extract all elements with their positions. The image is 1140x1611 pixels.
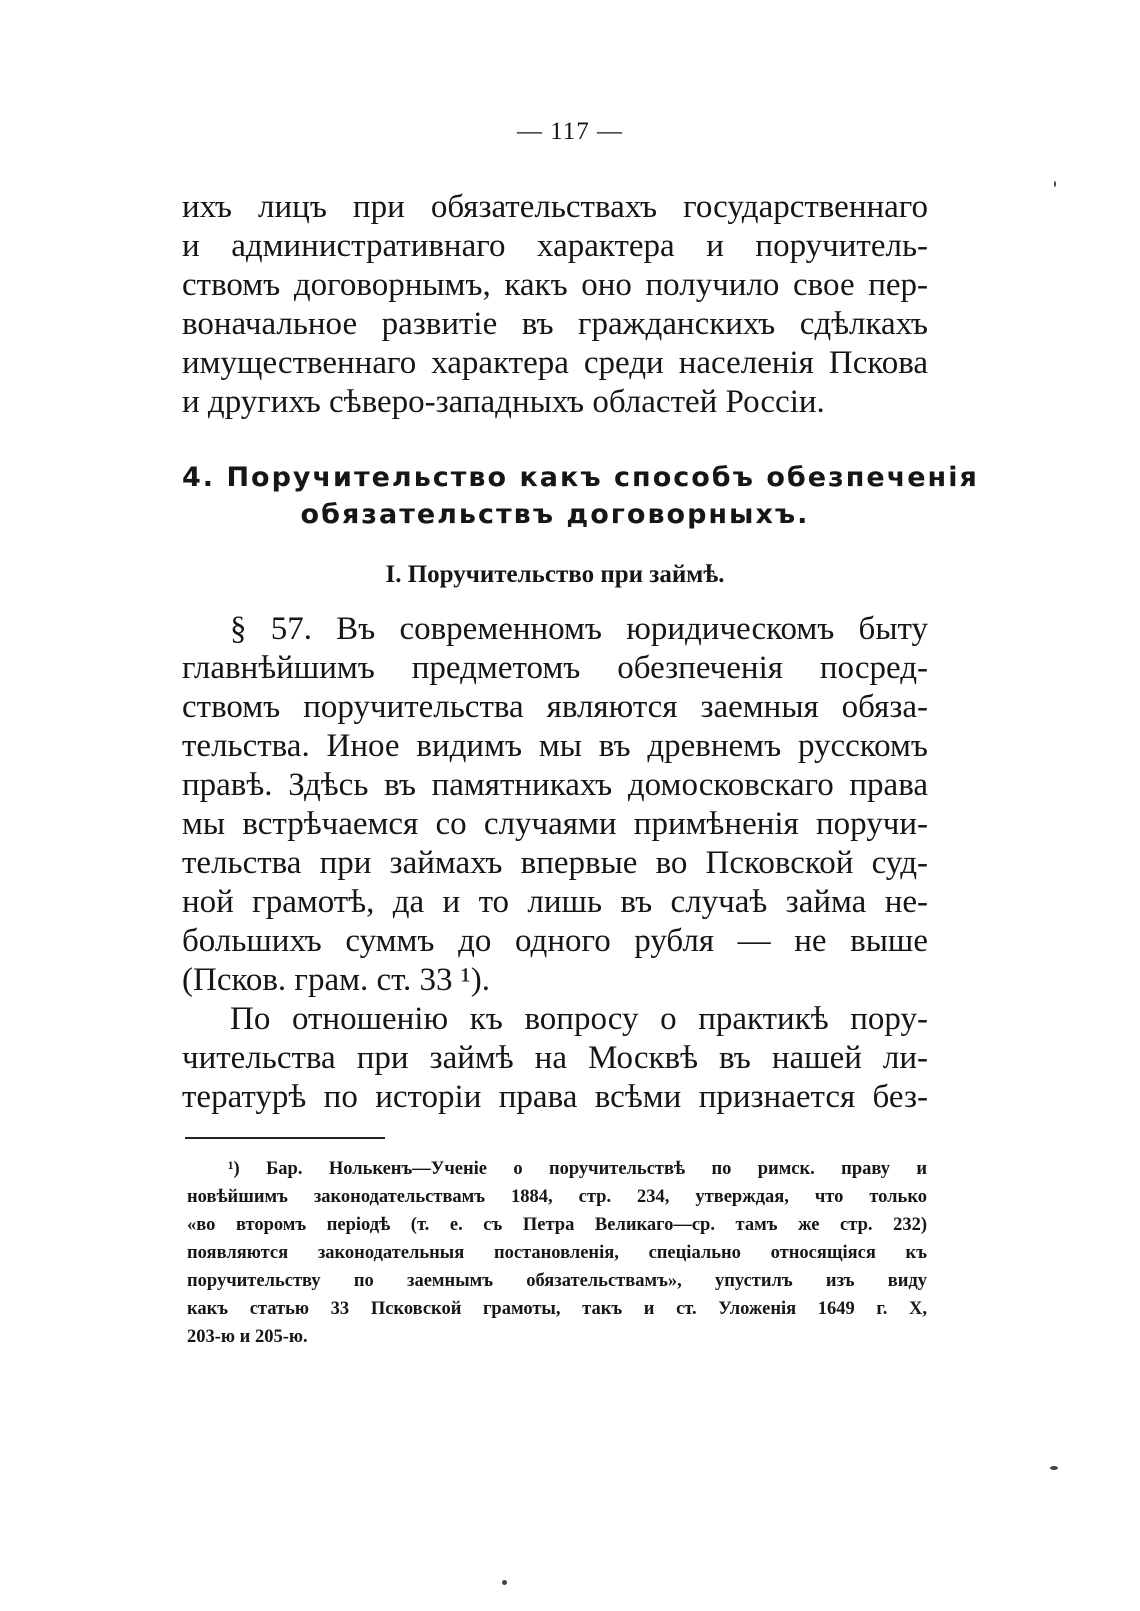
page-number: — 117 — <box>516 118 624 145</box>
text-line: ихъ лицъ при обязательствахъ государственнаго <box>182 189 928 225</box>
heading-line: 4. Поручительство какъ способъ обезпеченія <box>182 462 979 493</box>
footnote-line: новѣйшимъ законодательствамъ 1884, стр. 234, утверждая, что только <box>187 1187 927 1207</box>
text-line: тературѣ по исторіи права всѣми признается без- <box>182 1079 928 1115</box>
text-line: § 57. Въ современномъ юридическомъ быту <box>230 611 928 647</box>
footnote-line: появляются законодательныя постановленія, спеціально относящіяся къ <box>187 1243 927 1263</box>
text-line: По отношенію къ вопросу о практикѣ пору- <box>230 1001 928 1037</box>
scan-speck <box>1050 1466 1058 1470</box>
scan-speck <box>1054 181 1056 187</box>
footnote-line: «во второмъ періодѣ (т. е. съ Петра Великаго—ср. тамъ же стр. 232) <box>187 1215 927 1235</box>
subsection-heading: I. Поручительство при займѣ. <box>385 561 725 588</box>
text-line: и другихъ сѣверо-западныхъ областей Россіи. <box>182 384 825 420</box>
text-line: (Псков. грам. ст. 33 ¹). <box>182 962 490 998</box>
text-line: ной грамотѣ, да и то лишь въ случаѣ займа не- <box>182 884 928 920</box>
text-line: и административнаго характера и поручитель- <box>182 228 928 264</box>
text-line: мы встрѣчаемся со случаями примѣненія поручи- <box>182 806 928 842</box>
text-line: тельства. Иное видимъ мы въ древнемъ русскомъ <box>182 728 928 764</box>
heading-line: обязательствъ договорныхъ. <box>300 499 810 530</box>
text-line: ствомъ договорнымъ, какъ оно получило свое пер- <box>182 267 928 303</box>
text-line: правѣ. Здѣсь въ памятникахъ домосковскаго права <box>182 767 928 803</box>
text-line: ствомъ поручительства являются заемныя обяза- <box>182 689 928 725</box>
footnote-line: 203-ю и 205-ю. <box>187 1327 308 1347</box>
footnote-line: поручительству по заемнымъ обязательствамъ», упустилъ изъ виду <box>187 1271 927 1291</box>
footnote-divider <box>185 1137 385 1139</box>
footnote-line: ¹) Бар. Нолькенъ—Ученіе о поручительствѣ по римск. праву и <box>228 1159 927 1179</box>
text-line: имущественнаго характера среди населенія Пскова <box>182 345 928 381</box>
text-line: чительства при займѣ на Москвѣ въ нашей ли- <box>182 1040 928 1076</box>
text-line: большихъ суммъ до одного рубля — не выше <box>182 923 928 959</box>
scan-speck <box>502 1580 507 1585</box>
footnote-line: какъ статью 33 Псковской грамоты, такъ и ст. Уложенія 1649 г. X, <box>187 1299 927 1319</box>
text-line: тельства при займахъ впервые во Псковской суд- <box>182 845 928 881</box>
text-line: главнѣйшимъ предметомъ обезпеченія посред- <box>182 650 928 686</box>
text-line: воначальное развитіе въ гражданскихъ сдѣлкахъ <box>182 306 928 342</box>
